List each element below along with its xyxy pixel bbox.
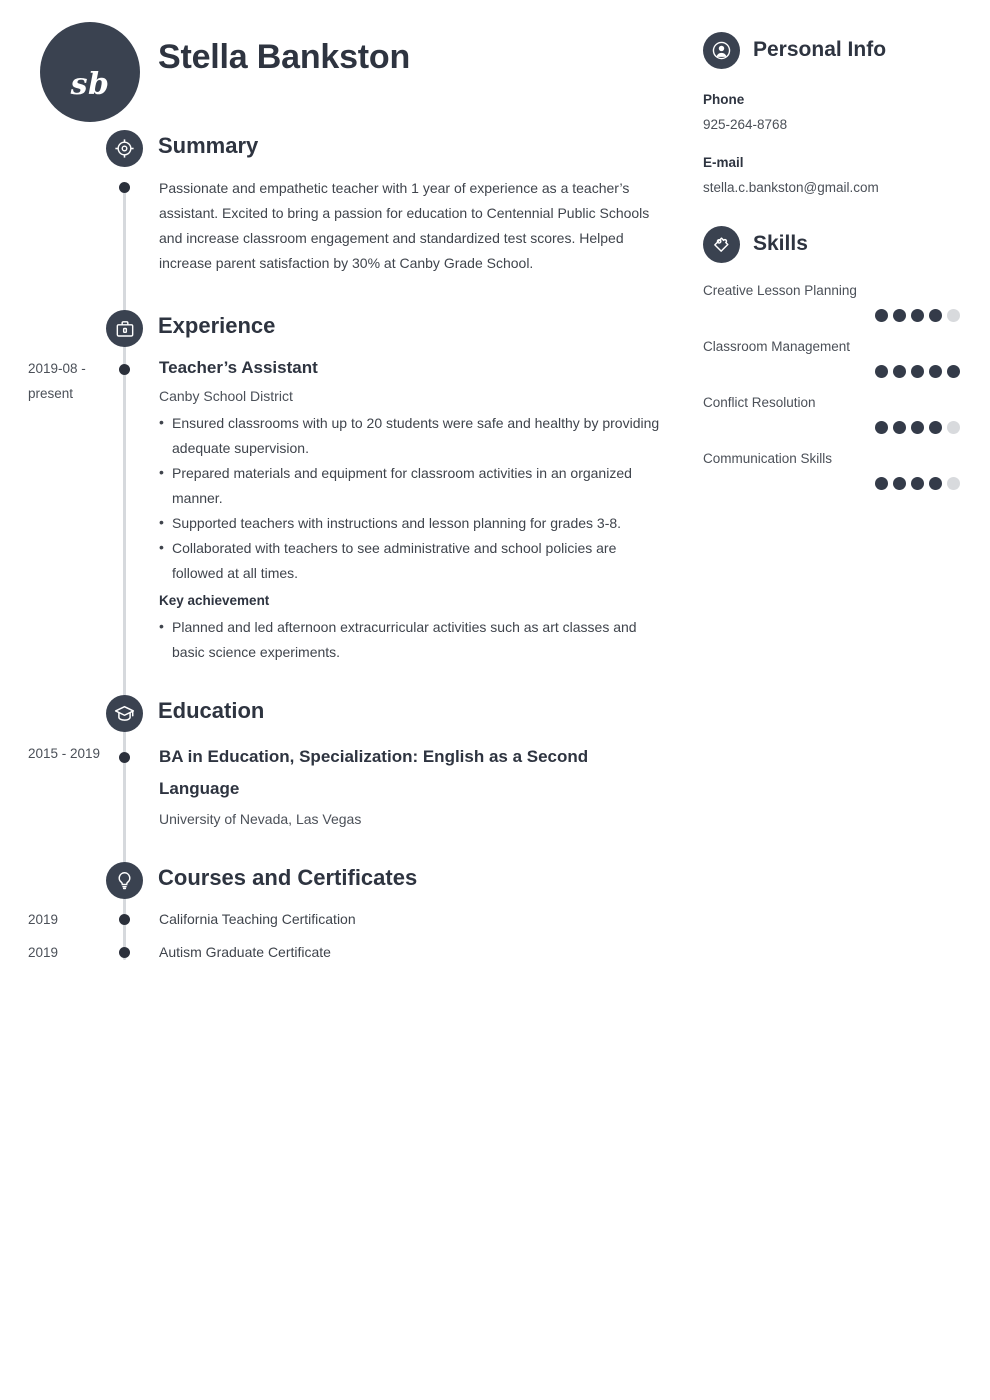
rating-dot-filled (929, 309, 942, 322)
timeline-dot (119, 914, 130, 925)
degree-title: BA in Education, Specialization: English as a Second Language (159, 747, 589, 798)
course-name: California Teaching Certification (159, 911, 356, 927)
info-field-phone (703, 87, 961, 137)
timeline-dot (119, 182, 130, 193)
section-experience (0, 310, 690, 665)
section-skills (703, 222, 961, 490)
rating-dot-filled (929, 365, 942, 378)
section-title-courses: Courses and Certificates (158, 865, 418, 890)
rating-dot-filled (893, 477, 906, 490)
section-title-experience: Experience (158, 313, 276, 338)
rating-dot-empty (947, 309, 960, 322)
list-item: • Prepared materials and equipment for classroom activities in an organized manner. (159, 461, 669, 511)
employer-name: Canby School District (159, 388, 293, 404)
skill-name: Conflict Resolution (703, 395, 816, 410)
school-name: University of Nevada, Las Vegas (159, 811, 362, 827)
rating-dot-filled (929, 421, 942, 434)
rating-dot-filled (875, 309, 888, 322)
rating-dot-empty (947, 421, 960, 434)
section-courses (0, 862, 690, 974)
info-value[interactable]: 925-264-8768 (703, 117, 788, 132)
skill-item (703, 448, 961, 490)
skill-rating (703, 421, 961, 434)
list-item: • Planned and led afternoon extracurricular activities such as art classes and basic science experiments. (159, 615, 669, 665)
info-field-email (703, 150, 961, 200)
job-title: Teacher’s Assistant (159, 358, 318, 377)
section-education (0, 695, 690, 832)
skill-name: Creative Lesson Planning (703, 283, 857, 298)
summary-entry (0, 176, 690, 276)
education-entry (0, 741, 690, 832)
puzzle-piece-icon (703, 226, 740, 263)
resume-header (0, 0, 690, 130)
section-personal-info (703, 28, 961, 200)
education-date: 2015 - 2019 (28, 746, 101, 761)
list-item: • Ensured classrooms with up to 20 students were safe and healthy by providing adequate supervision. (159, 411, 669, 461)
info-label: E-mail (703, 155, 744, 170)
timeline-dot (119, 752, 130, 763)
rating-dot-filled (911, 365, 924, 378)
skill-rating (703, 309, 961, 322)
skill-rating (703, 365, 961, 378)
rating-dot-filled (875, 477, 888, 490)
timeline-dot (119, 947, 130, 958)
course-date: 2019 (28, 912, 59, 927)
experience-date: 2019-08 - present (28, 361, 86, 401)
briefcase-icon (106, 310, 143, 347)
rating-dot-filled (893, 365, 906, 378)
skill-name: Communication Skills (703, 451, 833, 466)
lightbulb-icon (106, 862, 143, 899)
rating-dot-filled (911, 421, 924, 434)
avatar-initials: sb (70, 67, 110, 102)
rating-dot-filled (911, 309, 924, 322)
experience-bullets (159, 411, 669, 586)
course-date: 2019 (28, 945, 59, 960)
skill-rating (703, 477, 961, 490)
rating-dot-filled (947, 365, 960, 378)
rating-dot-filled (875, 365, 888, 378)
main-column (0, 0, 690, 974)
avatar (40, 22, 140, 122)
side-column (703, 0, 961, 504)
section-title-education: Education (158, 698, 265, 723)
key-achievement-label: Key achievement (159, 593, 270, 608)
rating-dot-empty (947, 477, 960, 490)
page-title: Stella Bankston (158, 38, 411, 76)
section-title-skills: Skills (753, 232, 808, 255)
course-entry (0, 941, 690, 974)
section-title-summary: Summary (158, 133, 259, 158)
info-value[interactable]: stella.c.bankston@gmail.com (703, 180, 879, 195)
experience-entry (0, 356, 690, 665)
info-label: Phone (703, 92, 745, 107)
section-summary (0, 130, 690, 276)
rating-dot-filled (911, 477, 924, 490)
summary-text: Passionate and empathetic teacher with 1 year of experience as a teacher’s assistant. Excited to bring a passion for education to Centennial Public Schools and increase classroom engagement and standardized test scores. Helped increase parent satisfaction by 30% at Canby Grade School. (159, 180, 650, 271)
person-icon (703, 32, 740, 69)
rating-dot-filled (929, 477, 942, 490)
section-title-personal-info: Personal Info (753, 38, 887, 61)
target-icon (106, 130, 143, 167)
skill-name: Classroom Management (703, 339, 851, 354)
skill-item (703, 392, 961, 434)
course-entry (0, 908, 690, 941)
list-item: • Supported teachers with instructions and lesson planning for grades 3-8. (159, 511, 669, 536)
key-achievement-bullets (159, 615, 669, 665)
timeline-dot (119, 364, 130, 375)
list-item: • Collaborated with teachers to see administrative and school policies are followed at all times. (159, 536, 669, 586)
skill-item (703, 336, 961, 378)
skill-item (703, 280, 961, 322)
graduation-cap-icon (106, 695, 143, 732)
rating-dot-filled (893, 421, 906, 434)
rating-dot-filled (875, 421, 888, 434)
course-name: Autism Graduate Certificate (159, 944, 331, 960)
rating-dot-filled (893, 309, 906, 322)
